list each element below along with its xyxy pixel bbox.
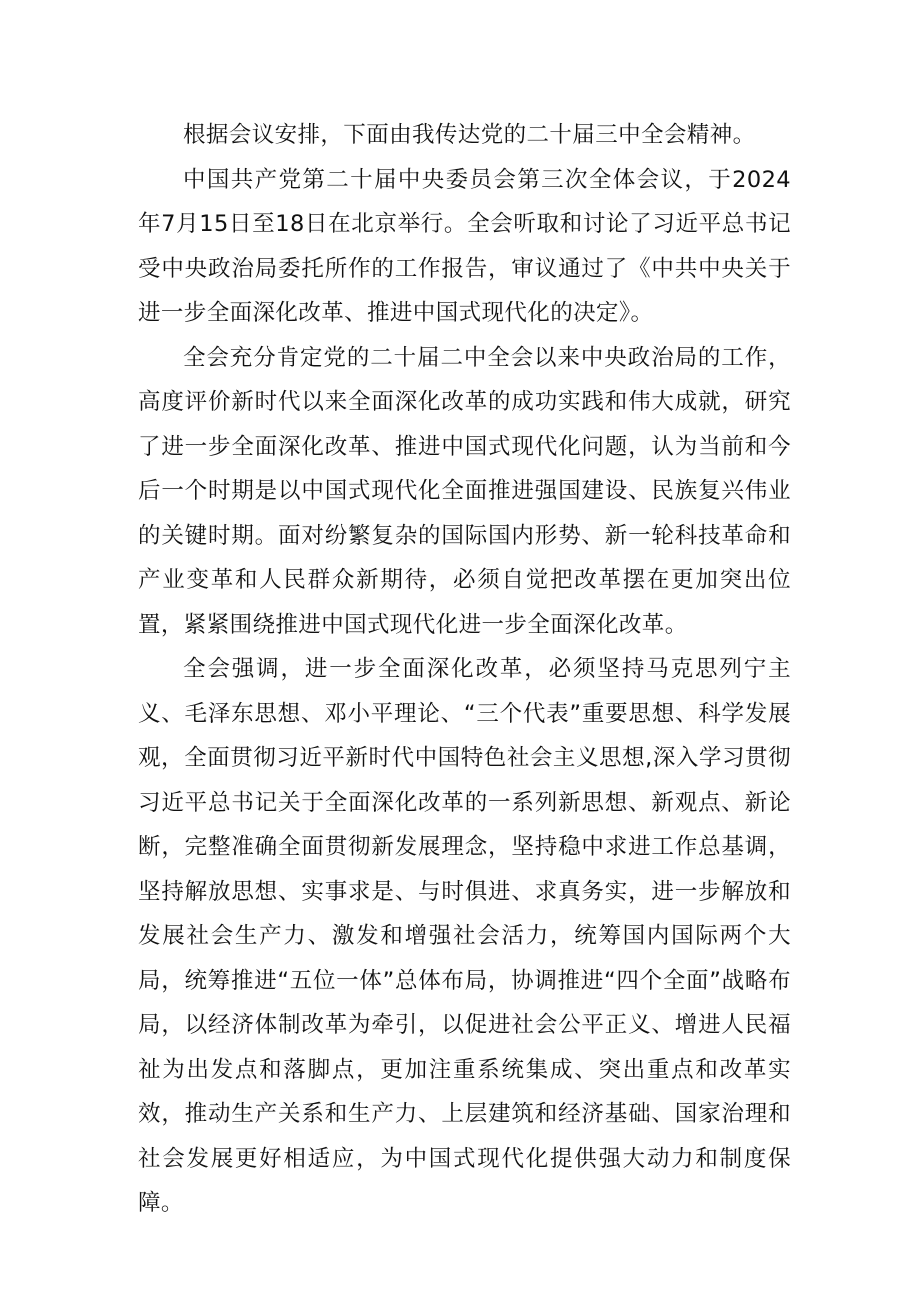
paragraph-meeting: 中国共产党第二十届中央委员会第三次全体会议，于2024年7月15日至18日在北京举行。全会听取和讨论了习近平总书记受中央政治局委托所作的工作报告，审议通过了《中共中央关于进一步全面深化改革、推进中国式现代化的决定》。 xyxy=(138,166,791,326)
paragraph-intro: 根据会议安排，下面由我传达党的二十届三中全会精神。 xyxy=(183,122,756,148)
paragraph-emphasis: 全会强调，进一步全面深化改革，必须坚持马克思列宁主义、毛泽东思想、邓小平理论、“三个代表”重要思想、科学发展观，全面贯彻习近平新时代中国特色社会主义思想,深入学习贯彻习近平总书记关于全面深化改革的一系列新思想、新观点、新论断，完整准确全面贯彻新发展理念，坚持稳中求进工作总基调，坚持解放思想、实事求是、与时俱进、求真务实，进一步解放和发展社会生产力、激发和增强社会活力，统筹国内国际两个大局，统筹推进“五位一体”总体布局，协调推进“四个全面”战略布局，以经济体制改革为牵引，以促进社会公平正义、增进人民福祉为出发点和落脚点，更加注重系统集成、突出重点和改革实效，推动生产关系和生产力、上层建筑和经济基础、国家治理和社会发展更好相适应，为中国式现代化提供强大动力和制度保障。 xyxy=(138,656,791,1216)
paragraph-affirmation: 全会充分肯定党的二十届二中全会以来中央政治局的工作，高度评价新时代以来全面深化改革的成功实践和伟大成就，研究了进一步全面深化改革、推进中国式现代化问题，认为当前和今后一个时期是以中国式现代化全面推进强国建设、民族复兴伟业的关键时期。面对纷繁复杂的国际国内形势、新一轮科技革命和产业变革和人民群众新期待，必须自觉把改革摆在更加突出位置，紧紧围绕推进中国式现代化进一步全面深化改革。 xyxy=(138,344,791,638)
document-body xyxy=(138,113,791,1226)
